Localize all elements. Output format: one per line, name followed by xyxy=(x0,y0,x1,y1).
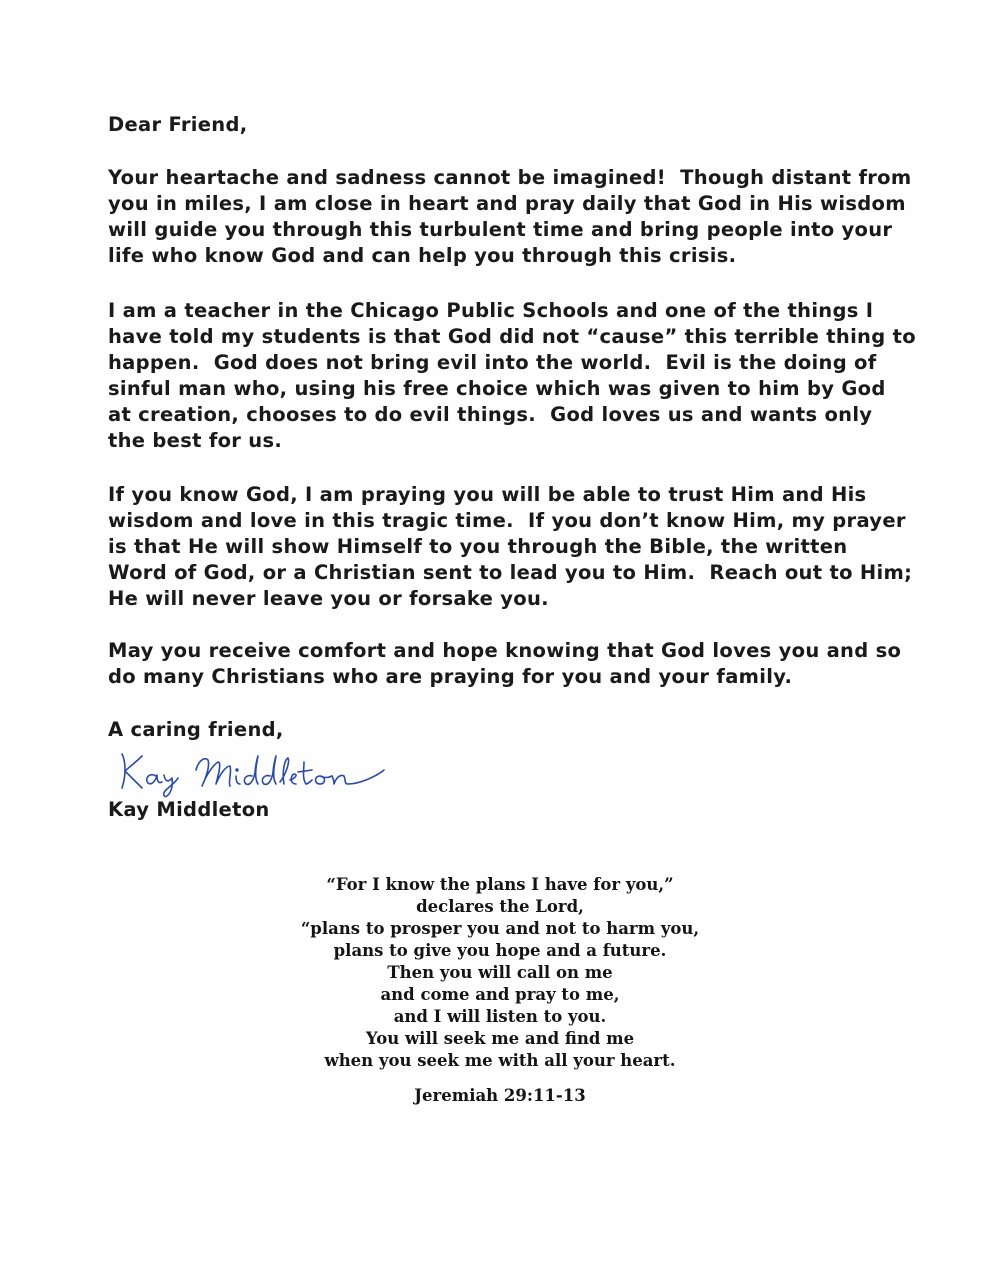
salutation: Dear Friend, xyxy=(108,113,248,136)
scripture-quote xyxy=(200,874,800,1072)
paragraph-line: If you know God, I am praying you will be able to trust Him and His xyxy=(108,483,867,506)
paragraph-line: May you receive comfort and hope knowing that God loves you and so xyxy=(108,639,902,662)
handwritten-signature xyxy=(112,748,392,798)
verse-line: You will seek me and find me xyxy=(365,1029,635,1048)
verse-line: when you seek me with all your heart. xyxy=(324,1051,676,1070)
verse-line: declares the Lord, xyxy=(416,897,584,916)
verse-line: “plans to prosper you and not to harm you, xyxy=(300,919,700,938)
paragraph-line: will guide you through this turbulent time and bring people into your xyxy=(108,218,893,241)
paragraph-line: at creation, chooses to do evil things. God loves us and wants only xyxy=(108,403,873,426)
printed-name: Kay Middleton xyxy=(108,798,270,821)
paragraph-line: happen. God does not bring evil into the world. Evil is the doing of xyxy=(108,351,877,374)
verse-line: and come and pray to me, xyxy=(380,985,620,1004)
paragraph-3 xyxy=(108,482,912,612)
paragraph-line: I am a teacher in the Chicago Public Schools and one of the things I xyxy=(108,299,874,322)
paragraph-line: is that He will show Himself to you through the Bible, the written xyxy=(108,535,848,558)
scripture-reference: Jeremiah 29:11-13 xyxy=(414,1086,586,1105)
verse-line: plans to give you hope and a future. xyxy=(333,941,667,960)
paragraph-line: Word of God, or a Christian sent to lead you to Him. Reach out to Him; xyxy=(108,561,913,584)
paragraph-line: sinful man who, using his free choice which was given to him by God xyxy=(108,377,886,400)
paragraph-line: the best for us. xyxy=(108,429,283,452)
paragraph-line: do many Christians who are praying for you and your family. xyxy=(108,665,793,688)
verse-line: “For I know the plans I have for you,” xyxy=(326,875,674,894)
paragraph-line: have told my students is that God did not “cause” this terrible thing to xyxy=(108,325,916,348)
verse-line: and I will listen to you. xyxy=(393,1007,607,1026)
paragraph-1 xyxy=(108,165,912,269)
verse-line: Then you will call on me xyxy=(387,963,613,982)
paragraph-line: He will never leave you or forsake you. xyxy=(108,587,549,610)
paragraph-line: life who know God and can help you through this crisis. xyxy=(108,244,737,267)
paragraph-line: Your heartache and sadness cannot be imagined! Though distant from xyxy=(108,166,912,189)
paragraph-2 xyxy=(108,298,916,454)
paragraph-line: wisdom and love in this tragic time. If you don’t know Him, my prayer xyxy=(108,509,906,532)
closing: A caring friend, xyxy=(108,718,284,741)
paragraph-line: you in miles, I am close in heart and pray daily that God in His wisdom xyxy=(108,192,906,215)
paragraph-4 xyxy=(108,638,901,690)
